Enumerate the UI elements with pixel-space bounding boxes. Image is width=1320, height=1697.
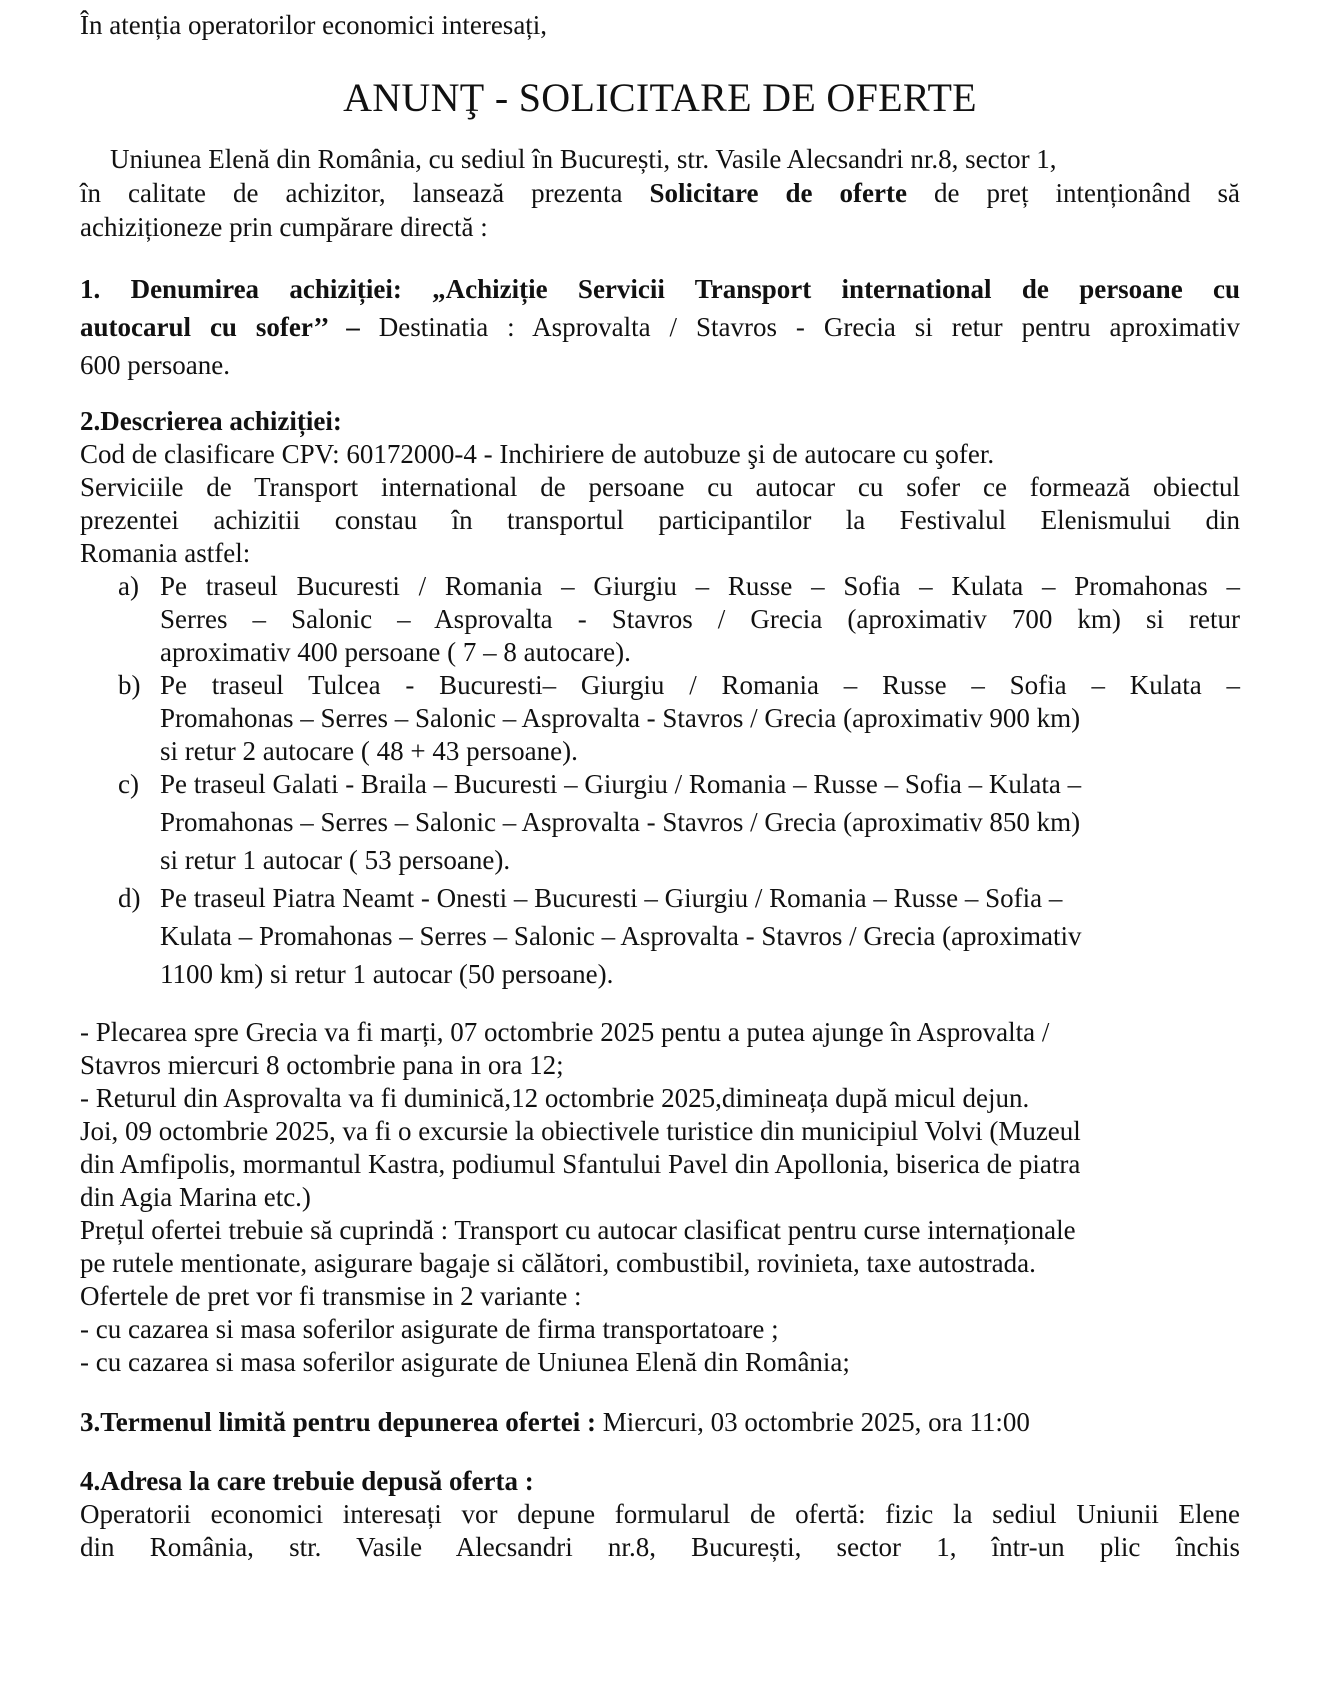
route-b-line: Promahonas – Serres – Salonic – Asprovalta - Stavros / Grecia (aproximativ 900 km) [160,703,1081,733]
intro-line-2 [80,176,1240,210]
route-d-line: Pe traseul Piatra Neamt - Onesti – Bucuresti – Giurgiu / Romania – Russe – Sofia – [160,883,1063,913]
section1-title: 1. Denumirea achiziției: „Achiziție Servicii Transport international de persoane cu [80,274,1240,304]
section1-heading [80,270,1240,308]
section1-line-2 [80,308,1240,346]
route-a-marker: a) [118,571,139,601]
section1-line-3: 600 persoane. [80,350,230,380]
schedule-line: din Agia Marina etc.) [80,1182,311,1212]
section1-title-cont: autocarul cu sofer’’ – [80,312,360,342]
intro-bold-text: Solicitare de oferte [649,178,907,208]
route-a-line: aproximativ 400 persoane ( 7 – 8 autocare). [160,637,631,667]
deadline-value: Miercuri, 03 octombrie 2025, ora 11:00 [602,1407,1030,1437]
offer-variants-line: Ofertele de pret vor fi transmise in 2 variante : [80,1281,582,1311]
greeting: În atenția operatorilor economici interesați, [80,10,548,40]
section2-heading [80,404,342,438]
cpv-line: Cod de clasificare CPV: 60172000-4 - Inchiriere de autobuze şi de autocare cu şofer. [80,439,995,469]
schedule-line: Stavros miercuri 8 octombrie pana in ora 12; [80,1050,564,1080]
route-b-line: si retur 2 autocare ( 48 + 43 persoane). [160,736,578,766]
address-line-1: Operatorii economici interesați vor depune formularul de ofertă: fizic la sediul Uniunii Elene [80,1499,1240,1529]
schedule-line: - Returul din Asprovalta va fi duminică,12 octombrie 2025,dimineața după micul dejun. [80,1083,1030,1113]
page-title: ANUNŢ - SOLICITARE DE OFERTE [343,75,977,120]
route-d-line: Kulata – Promahonas – Serres – Salonic – Asprovalta - Stavros / Grecia (aproximativ [160,921,1082,951]
desc-line-1: Serviciile de Transport international de persoane cu autocar cu sofer ce formează obiectul [80,472,1240,502]
desc-line-2: prezentei achizitii constau în transportul participantilor la Festivalul Elenismului din [80,505,1240,535]
section3-deadline [80,1405,1030,1439]
section2-title: 2.Descrierea achiziției: [80,406,342,436]
route-c-line: Promahonas – Serres – Salonic – Asprovalta - Stavros / Grecia (aproximativ 850 km) [160,807,1081,837]
address-line-2: din România, str. Vasile Alecsandri nr.8, București, sector 1, într-un plic închis [80,1532,1240,1562]
section4-title: 4.Adresa la care trebuie depusă oferta : [80,1466,534,1496]
price-line: pe rutele mentionate, asigurare bagaje si călători, combustibil, rovinieta, taxe autostrada. [80,1248,1036,1278]
route-a-line: Pe traseul Bucuresti / Romania – Giurgiu – Russe – Sofia – Kulata – Promahonas – [160,571,1240,601]
desc-line-3: Romania astfel: [80,538,251,568]
route-b-marker: b) [118,670,141,700]
route-c-line: Pe traseul Galati - Braila – Bucuresti – Giurgiu / Romania – Russe – Sofia – Kulata – [160,769,1082,799]
intro-text: de preț intenționând să [934,178,1240,208]
schedule-line: - Plecarea spre Grecia va fi marți, 07 octombrie 2025 pentu a putea ajunge în Asprovalta / [80,1017,1050,1047]
section1-destination: Destinatia : Asprovalta / Stavros - Grecia si retur pentru aproximativ [378,312,1241,342]
route-a-line: Serres – Salonic – Asprovalta - Stavros / Grecia (aproximativ 700 km) si retur [160,604,1240,634]
intro-line-1: Uniunea Elenă din România, cu sediul în București, str. Vasile Alecsandri nr.8, sector 1, [110,144,1057,174]
route-d-marker: d) [118,883,141,913]
offer-variant: - cu cazarea si masa soferilor asigurate de firma transportatoare ; [80,1314,779,1344]
section4-heading [80,1464,534,1498]
route-c-line: si retur 1 autocar ( 53 persoane). [160,845,511,875]
route-c-marker: c) [118,769,139,799]
section3-title: 3.Termenul limită pentru depunerea ofertei : [80,1407,596,1437]
route-d-line: 1100 km) si retur 1 autocar (50 persoane). [160,959,614,989]
route-b-line: Pe traseul Tulcea - Bucuresti– Giurgiu / Romania – Russe – Sofia – Kulata – [160,670,1240,700]
schedule-line: din Amfipolis, mormantul Kastra, podiumul Sfantului Pavel din Apollonia, biserica de piatra [80,1149,1081,1179]
offer-variant: - cu cazarea si masa soferilor asigurate de Uniunea Elenă din România; [80,1347,850,1377]
intro-line-3: achiziționeze prin cumpărare directă : [80,212,488,242]
schedule-line: Joi, 09 octombrie 2025, va fi o excursie la obiectivele turistice din municipiul Volvi (Muzeul [80,1116,1081,1146]
intro-text: în calitate de achizitor, lansează prezenta [80,178,623,208]
price-line: Prețul ofertei trebuie să cuprindă : Transport cu autocar clasificat pentru curse internaționale [80,1215,1076,1245]
